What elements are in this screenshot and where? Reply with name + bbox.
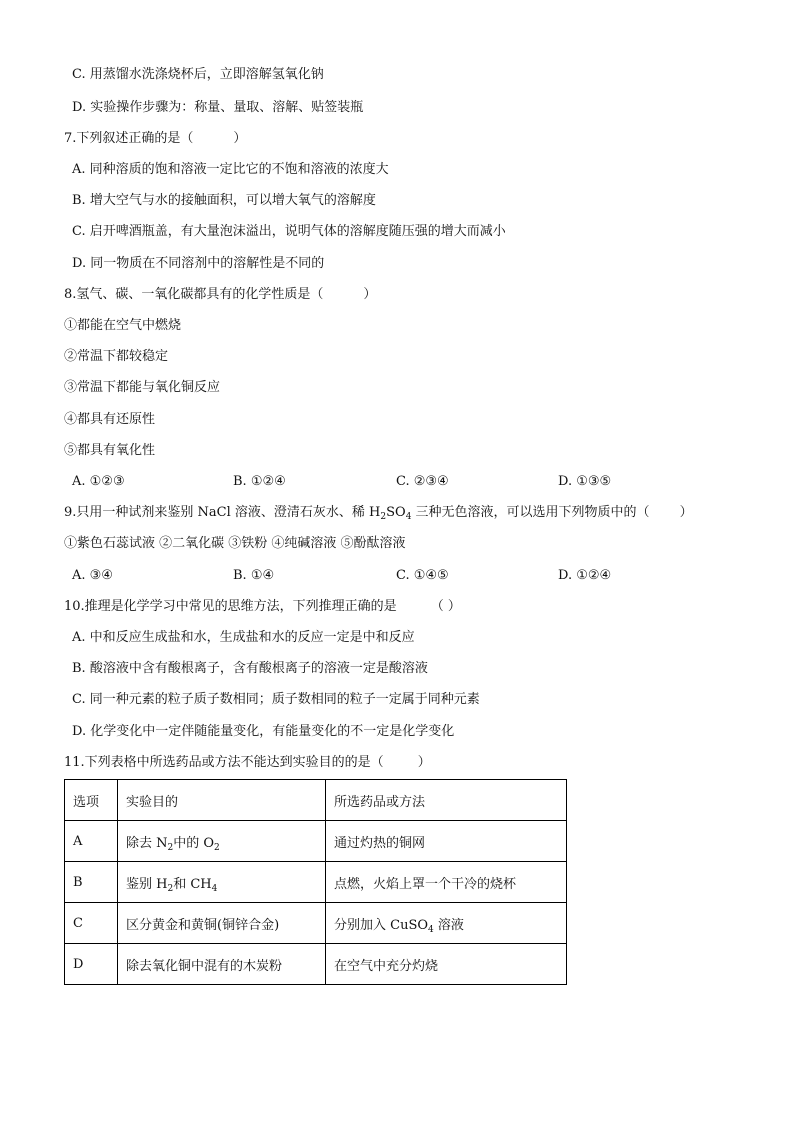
q9-stem-post: 三种无色溶液，可以选用下列物质中的（ — [411, 505, 650, 520]
q10-stem — [64, 598, 461, 616]
cell-method: 在空气中充分灼烧 — [326, 944, 567, 985]
cell-goal: 除去氧化铜中混有的木炭粉 — [118, 944, 326, 985]
q9-sub: 4 — [405, 512, 412, 522]
q7-option-a: A. 同种溶质的饱和溶液一定比它的不饱和溶液的浓度大 — [72, 162, 389, 177]
q7-stem-end: ） — [233, 131, 247, 146]
q8-option-a: A. ①②③ — [72, 474, 125, 489]
cell-option: D — [65, 944, 118, 985]
q8-item: ⑤都具有氧化性 — [64, 443, 156, 458]
q7-option-c: C. 启开啤酒瓶盖，有大量泡沫溢出，说明气体的溶解度随压强的增大而减小 — [72, 224, 506, 239]
cell-goal: 除去 $N_2$中的 $O_2$ — [118, 821, 326, 862]
cell-option: B — [65, 862, 118, 903]
q8-stem — [64, 286, 376, 304]
q11-stem-text: 11.下列表格中所选药品或方法不能达到实验目的的是（ — [64, 755, 384, 770]
q9-option-d: D. ①②④ — [558, 568, 612, 583]
cell-option: C — [65, 903, 118, 944]
q11-stem-end: ） — [417, 755, 431, 770]
table-row — [65, 862, 567, 903]
q10-stem-text: 10.推理是化学学习中常见的思维方法，下列推理正确的是 — [64, 599, 397, 614]
table-row — [65, 821, 567, 862]
q7-option-b: B. 增大空气与水的接触面积，可以增大氧气的溶解度 — [72, 193, 376, 208]
cell-method: 点燃，火焰上罩一个干冷的烧杯 — [326, 862, 567, 903]
q8-item: ②常温下都较稳定 — [64, 349, 169, 364]
cell-option: A — [65, 821, 118, 862]
q8-item: ④都具有还原性 — [64, 412, 156, 427]
q9-stem — [64, 504, 693, 522]
q6-option-d: D. 实验操作步骤为：称量、量取、溶解、贴签装瓶 — [72, 100, 364, 115]
cell-method: 分别加入 CuSO$_4$ 溶液 — [326, 903, 567, 944]
q8-stem-end: ） — [363, 287, 377, 302]
q7-stem-text: 7.下列叙述正确的是（ — [64, 131, 194, 146]
cell-goal: 区分黄金和黄铜(铜锌合金) — [118, 903, 326, 944]
q8-item: ③常温下都能与氧化铜反应 — [64, 380, 221, 395]
q7-stem — [64, 130, 246, 148]
q10-paren: （ ） — [430, 599, 461, 614]
table-row — [65, 903, 567, 944]
cell-goal: 鉴别 $H_2$和 $CH_4$ — [118, 862, 326, 903]
q9-stem-pre: 9.只用一种试剂来鉴别 NaCl 溶液、澄清石灰水、稀 H — [64, 505, 381, 520]
q9-option-c: C. ①④⑤ — [396, 568, 449, 583]
q7-option-d: D. 同一物质在不同溶剂中的溶解性是不同的 — [72, 256, 325, 271]
header-cell-goal: 实验目的 — [118, 780, 326, 821]
q9-sub: 2 — [380, 512, 387, 522]
q8-stem-text: 8.氢气、碳、一氧化碳都具有的化学性质是（ — [64, 287, 324, 302]
q8-option-b: B. ①②④ — [233, 474, 286, 489]
q8-option-c: C. ②③④ — [396, 474, 449, 489]
q10-option-d: D. 化学变化中一定伴随能量变化，有能量变化的不一定是化学变化 — [72, 724, 455, 739]
header-cell-method: 所选药品或方法 — [326, 780, 567, 821]
header-cell-option: 选项 — [65, 780, 118, 821]
q8-item: ①都能在空气中燃烧 — [64, 318, 182, 333]
table-row — [65, 944, 567, 985]
q10-option-a: A. 中和反应生成盐和水，生成盐和水的反应一定是中和反应 — [72, 630, 415, 645]
cell-method: 通过灼热的铜网 — [326, 821, 567, 862]
q9-option-b: B. ①④ — [233, 568, 275, 583]
q10-option-c: C. 同一种元素的粒子质子数相同；质子数相同的粒子一定属于同种元素 — [72, 692, 480, 707]
q9-reagents: ①紫色石蕊试液 ②二氧化碳 ③铁粉 ④纯碱溶液 ⑤酚酞溶液 — [64, 536, 406, 551]
q8-option-d: D. ①③⑤ — [558, 474, 612, 489]
q9-option-a: A. ③④ — [72, 568, 113, 583]
q11-table — [64, 779, 567, 985]
q10-option-b: B. 酸溶液中含有酸根离子，含有酸根离子的溶液一定是酸溶液 — [72, 661, 428, 676]
q6-option-c: C. 用蒸馏水洗涤烧杯后，立即溶解氢氧化钠 — [72, 67, 324, 82]
q11-stem — [64, 754, 431, 772]
q9-stem-end: ） — [679, 505, 693, 520]
q9-stem-mid: SO — [386, 505, 406, 520]
table-header-row — [65, 780, 567, 821]
